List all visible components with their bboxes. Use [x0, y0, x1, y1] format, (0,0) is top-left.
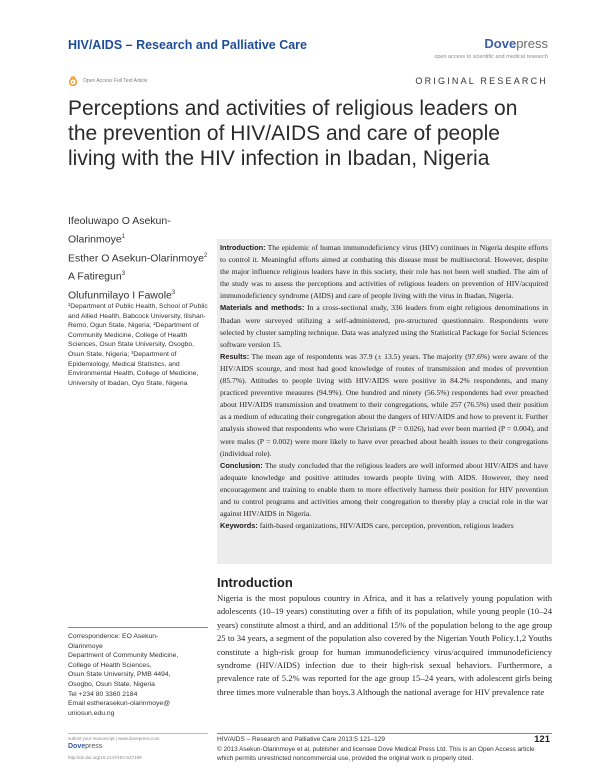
open-access-label: Open Access Full Text Article: [83, 78, 148, 84]
article-type: ORIGINAL RESEARCH: [415, 76, 548, 86]
page-number: 121: [534, 734, 550, 745]
author: Esther O Asekun-Olarinmoye$^2$: [68, 252, 208, 264]
author-list: [68, 213, 208, 303]
footer-publisher-logo: Dovepress: [68, 743, 103, 750]
open-access-lock-icon: [68, 76, 78, 86]
introduction-text: Nigeria is the most populous country in Africa, and it has a relatively young population with adolescents (10–19 years) constituting over a fifth of its population, while young people (10–24 years) constitute almost a third, and an additional 15% of the population belong to the age group 25 to 34 years, a segment of the population also covered by the Nigerian Youth Policy.1,2 Youths constitute a high-risk group for human immunodeficiency virus/acquired immunodeficiency syndrome (HIV/AIDS) infection due to their high-risk sexual behaviors. Furthermore, a prevalence rate of 5.2% was reported for the age group 15–24 years, with adolescent girls being three times more vulnerable than boys.3 Although the national average for HIV prevalence rate: [217, 593, 552, 697]
journal-title: HIV/AIDS – Research and Palliative Care: [68, 38, 307, 52]
open-access-row: [68, 76, 147, 86]
correspondence-block: Correspondence: EO Asekun- Olarinmoye Department of Community Medicine, College of Health Sciences, Osun State University, PMB 4494, Osogbo, Osun State, Nigeria Tel +234 80 3360 2184 Email estherasekun-olarinmoye@ uniosun.edu.ng: [68, 633, 179, 717]
abstract-box: [217, 239, 552, 564]
submit-manuscript-link[interactable]: submit your manuscript | www.dovepress.com: [68, 733, 208, 741]
author: Olufunmilayo I Fawole$^3$: [68, 289, 176, 301]
abstract-keywords: Keywords: faith-based organizations, HIV/AIDS care, perception, prevention, religious leaders: [220, 521, 514, 531]
author: A Fatiregun$^3$: [68, 270, 126, 283]
abstract-text: [217, 239, 552, 532]
affiliations: ¹Department of Public Health, School of Public and Allied Health, Babcock University, Ilishan-Remo, Ogun State, Nigeria; ²Department of Community Medicine, College of Health Sciences, Osun State University, Osogbo, Osun State, Nigeria; ³Department of Epidemiology, Medical Statistics, and Environmental Health, College of Medicine, University of Ibadan, Oyo State, Nigeria: [68, 303, 208, 387]
abstract-results: Results: The mean age of respondents was 37.9 (± 13.5) years. The majority (97.6%) were aware of the HIV/AIDS scourge, and most had good knowledge of routes of transmission and modes of prevention (85.7%). Attitudes to people living with HIV/AIDS were positive in 84.2% respondents, and many practiced preventive measures (94.9%). One hundred and ninety (56.5%) respondents had ever preached about HIV/AIDS transmission and treatment to their congregations, while 257 (76.5%) used their position as a medium of educating their congregation about the dangers of HIV/AIDS and how to prevent it. Further analysis showed that respondents who were Christians (P = 0.026), had ever been married (P = 0.004), and were males (P = 0.002) were more likely to have ever preached about health issues to their congregations (individual role).: [220, 351, 548, 458]
abstract-introduction: Introduction: The epidemic of human immunodeficiency virus (HIV) continues in Nigeria despite efforts to control it. Meaningful efforts aimed at combating this disease must be multisectoral. However, despite the major influence religious leaders have in this society, their role has not been well studied. The aim of the study was to assess the perceptions and activities of religious leaders on prevention of HIV/acquired immunodeficiency syndrome (AIDS) and care of people living with the virus in Ibadan, Nigeria.: [220, 243, 548, 301]
footer-journal-citation: HIV/AIDS – Research and Palliative Care 2013:5 121–129: [217, 736, 386, 743]
correspondence-divider: [68, 627, 208, 628]
author: Ifeoluwapo O Asekun-Olarinmoye$^1$: [68, 215, 171, 246]
doi-link[interactable]: http://dx.doi.org/10.2147/HIV.S47199: [68, 755, 142, 760]
introduction-heading: Introduction: [217, 575, 293, 590]
footer-divider: [217, 733, 552, 734]
abstract-methods: Materials and methods: In a cross-sectional study, 336 leaders from eight religious denominations in Ibadan were surveyed utilizing a self-administered, pre-structured questionnaire. Respondents were selected by cluster sampling technique. Data was analyzed using the Statistical Package for Social Sciences software version 15.: [220, 303, 548, 349]
license-statement: © 2013 Asekun-Olarinmoye et al, publisher and licensee Dove Medical Press Ltd. This is an Open Access article which permits unrestricted noncommercial use, provided the original work is properly cited.: [217, 746, 535, 762]
article-title: Perceptions and activities of religious leaders on the prevention of HIV/AIDS and care of people living with the HIV infection in Ibadan, Nigeria: [68, 97, 518, 170]
publisher-tagline: open access to scientific and medical research: [434, 54, 548, 60]
publisher-logo: Dovepress: [484, 36, 548, 51]
abstract-conclusion: Conclusion: The study concluded that the religious leaders are well informed about HIV/AIDS and have adequate knowledge and positive attitudes towards people living with AIDS. However, they need encouragement and training to enable them to more effectively harness their position for HIV prevention and to control programs and activities among their congregation to thereby play a crucial role in the war against HIV/AIDS in Nigeria.: [220, 460, 548, 519]
